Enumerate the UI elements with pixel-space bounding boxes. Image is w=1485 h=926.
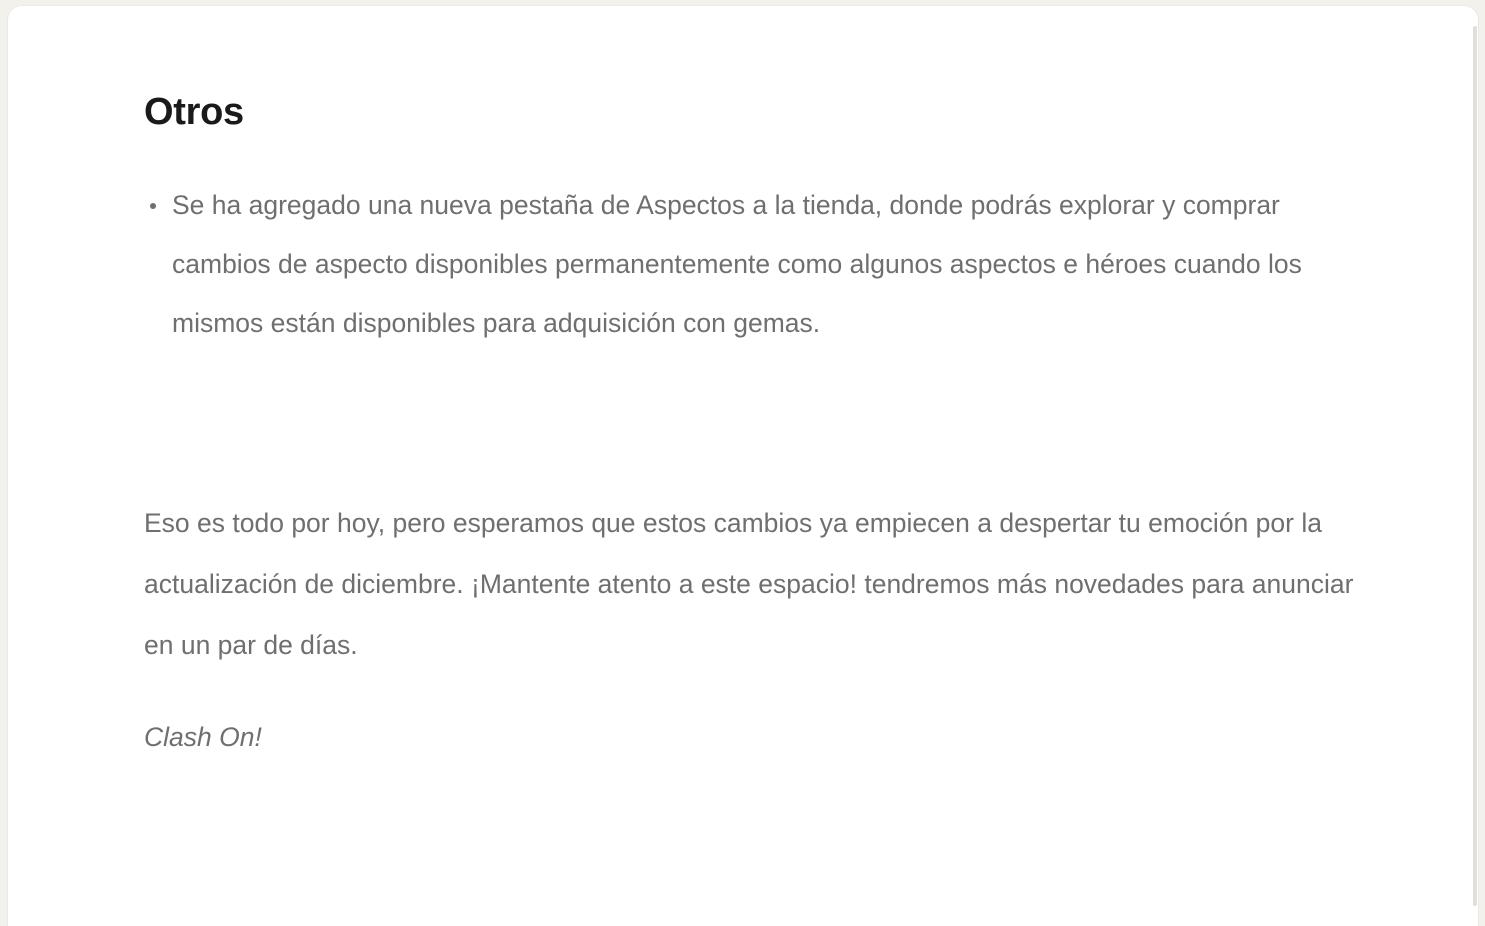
page-title: Otros [144,91,244,133]
page-scrollbar[interactable] [1472,6,1478,926]
bullet-dot-icon [150,203,156,209]
page-scrollbar-thumb[interactable] [1473,26,1477,906]
closing-paragraph: Eso es todo por hoy, pero esperamos que estos cambios ya empiecen a despertar tu emoción por la actualización de diciembre. ¡Mantente atento a este espacio! tendremos más novedades para anunciar en un par de días. [144,508,1354,660]
section-spacer [144,353,1374,493]
signoff-text: Clash On! [144,722,262,752]
changes-bullet-list [144,176,1374,353]
list-item-text: Se ha agregado una nueva pestaña de Aspectos a la tienda, donde podrás explorar y comprar cambios de aspecto disponibles permanentemente como algunos aspectos e héroes cuando los mismos están disponibles para adquisición con gemas. [172,190,1302,338]
list-item [144,176,1307,353]
article-content [144,6,1374,760]
article-page-card [8,6,1478,926]
